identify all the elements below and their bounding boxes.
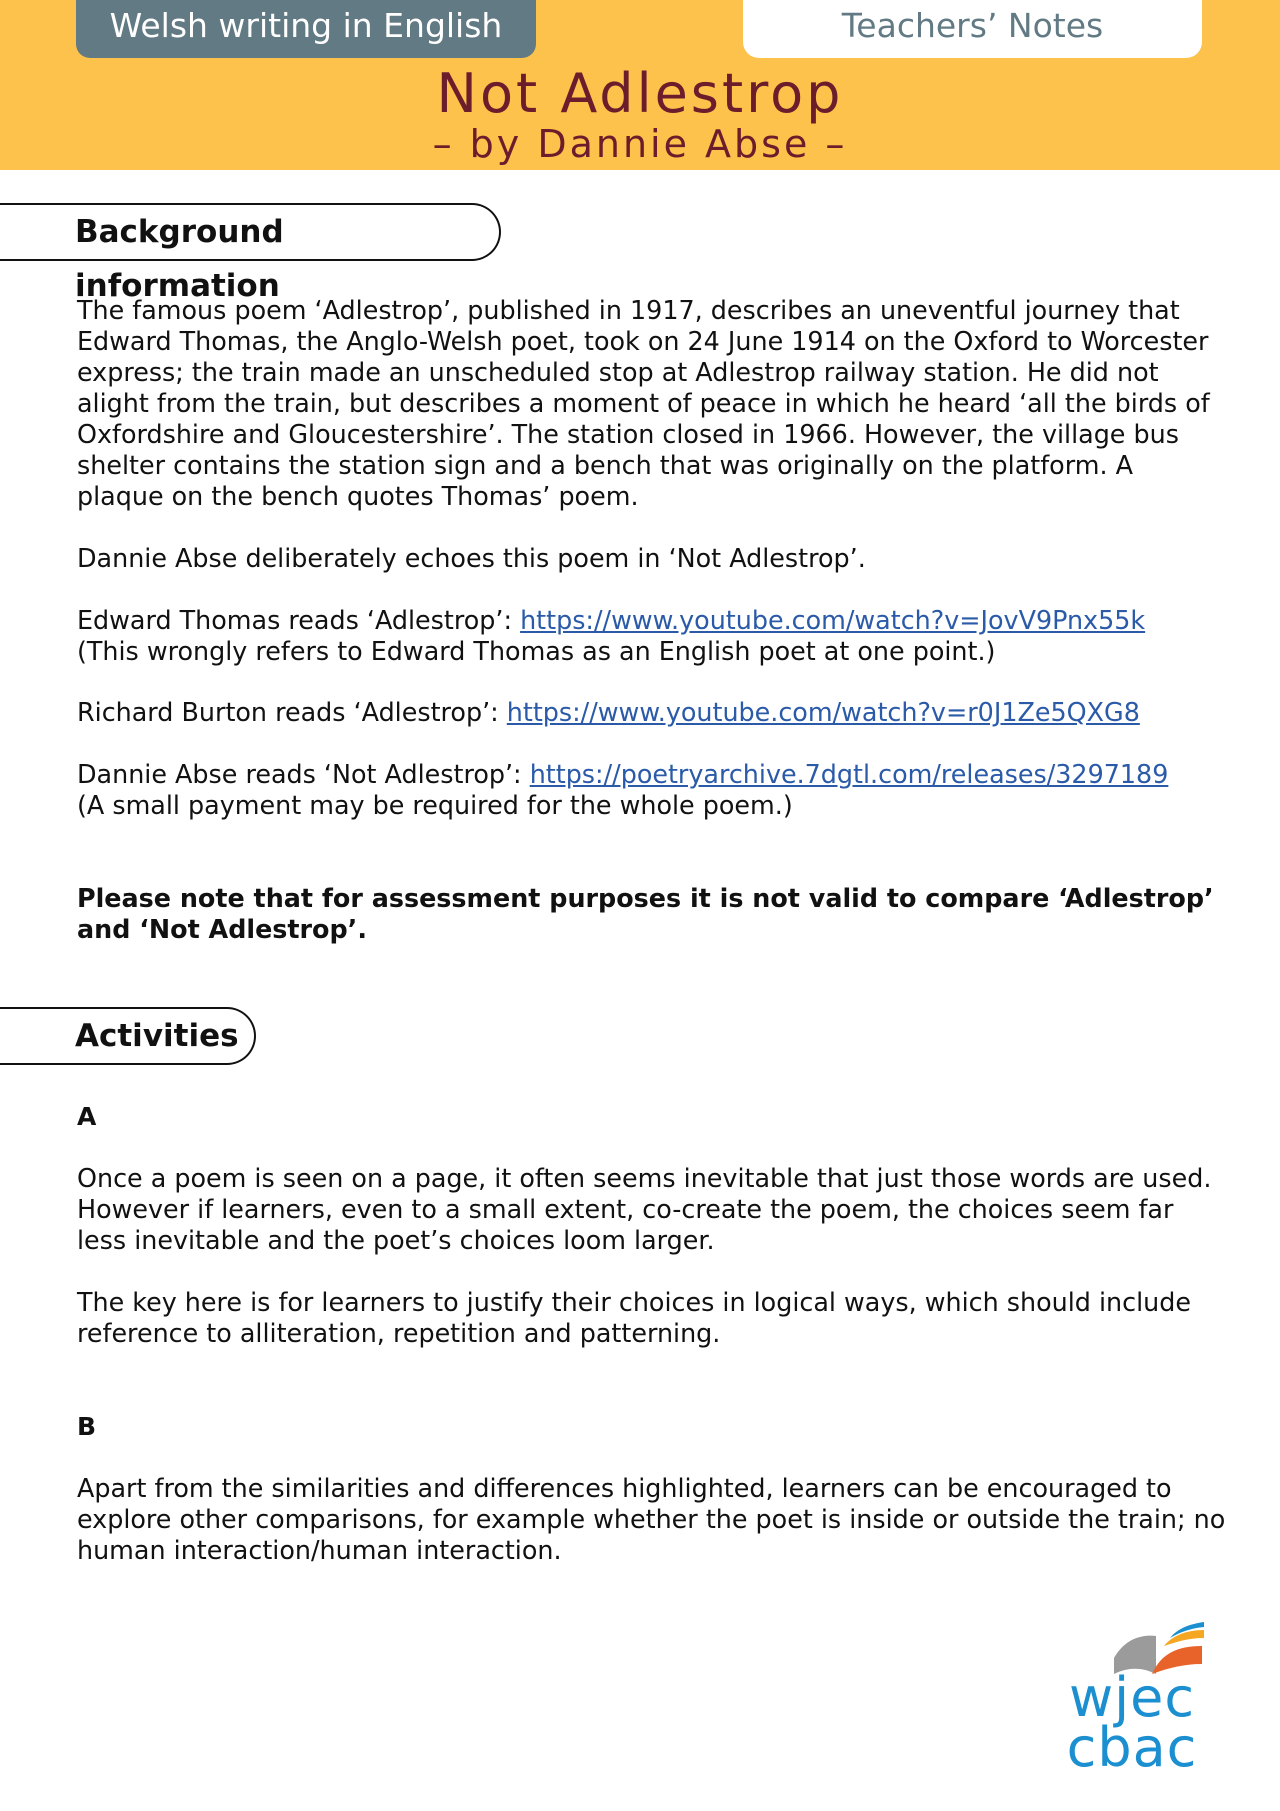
link1-note: (This wrongly refers to Edward Thomas as an English poet at one point.) bbox=[77, 636, 996, 666]
logo-wjec: wjec bbox=[1068, 1666, 1196, 1729]
page-subtitle: – by Dannie Abse – bbox=[432, 122, 848, 166]
activity-a-paragraph-2: The key here is for learners to justify their choices in logical ways, which should include reference to alliteration, repetition and patterning. bbox=[77, 1287, 1191, 1348]
link1-label: Edward Thomas reads ‘Adlestrop’: bbox=[77, 605, 521, 635]
activities-heading: Activities bbox=[0, 1007, 256, 1065]
link2-paragraph bbox=[77, 697, 1227, 728]
page-title: Not Adlestrop bbox=[436, 62, 844, 125]
series-label: Welsh writing in English bbox=[76, 0, 536, 58]
link3-paragraph bbox=[77, 759, 1227, 821]
wjec-cbac-logo bbox=[1052, 1616, 1212, 1779]
logo-cbac: cbac bbox=[1066, 1716, 1198, 1779]
activity-b-paragraph-1: Apart from the similarities and differences highlighted, learners can be encouraged to explore other comparisons, for example whether the poet is inside or outside the train; no human interaction/human interaction. bbox=[77, 1473, 1226, 1565]
teachers-notes-label: Teachers’ Notes bbox=[743, 0, 1202, 58]
background-echo: Dannie Abse deliberately echoes this poem in ‘Not Adlestrop’. bbox=[77, 543, 866, 573]
link1-paragraph bbox=[77, 605, 1227, 667]
activity-a-label: A bbox=[77, 1102, 97, 1131]
link3-label: Dannie Abse reads ‘Not Adlestrop’: bbox=[77, 759, 530, 789]
link2-url[interactable]: https://www.youtube.com/watch?v=r0J1Ze5QXG8 bbox=[506, 697, 1140, 727]
link3-url[interactable]: https://poetryarchive.7dgtl.com/releases/3297189 bbox=[529, 759, 1169, 789]
activity-a-paragraph-1: Once a poem is seen on a page, it often seems inevitable that just those words are used. However if learners, even to a small extent, co-create the poem, the choices seem far less inevitable and the poet’s choices loom larger. bbox=[77, 1163, 1212, 1255]
link3-note: (A small payment may be required for the whole poem.) bbox=[77, 790, 793, 820]
link1-url[interactable]: https://www.youtube.com/watch?v=JovV9Pnx55k bbox=[520, 605, 1146, 635]
link2-label: Richard Burton reads ‘Adlestrop’: bbox=[77, 697, 507, 727]
activity-b-label: B bbox=[77, 1412, 97, 1441]
background-intro: The famous poem ‘Adlestrop’, published in 1917, describes an uneventful journey that Edward Thomas, the Anglo-Welsh poet, took on 24 June 1914 on the Oxford to Worcester express; the train made an unscheduled stop at Adlestrop railway station. He did not alight from the train, but describes a moment of peace in which he heard ‘all the birds of Oxfordshire and Gloucestershire’. The station closed in 1966. However, the village bus shelter contains the station sign and a bench that was originally on the platform. A plaque on the bench quotes Thomas’ poem. bbox=[77, 295, 1210, 511]
background-heading: Background information bbox=[0, 203, 501, 261]
assessment-note: Please note that for assessment purposes it is not valid to compare ‘Adlestrop’ and ‘Not Adlestrop’. bbox=[77, 883, 1214, 944]
page-header bbox=[0, 0, 1280, 170]
